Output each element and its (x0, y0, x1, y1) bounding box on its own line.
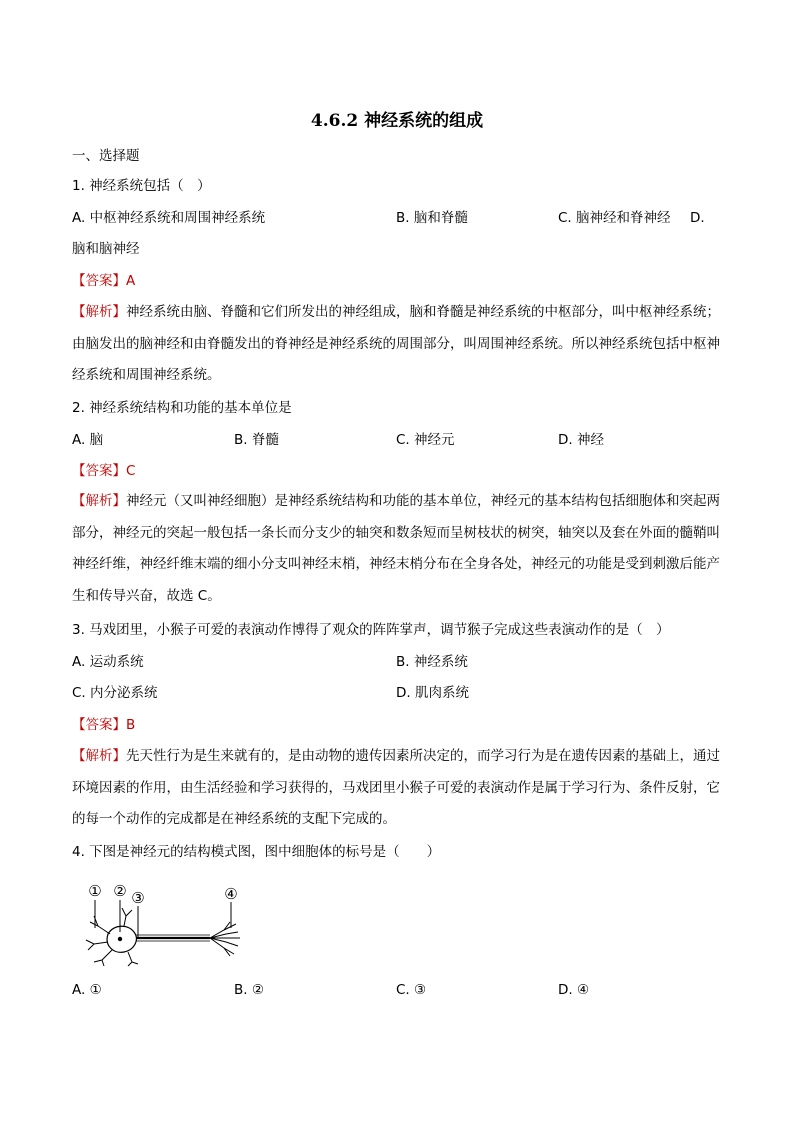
q1-option-c: C. 脑神经和脊神经 (558, 210, 671, 226)
answer-tag: 【答案】 (72, 273, 126, 289)
q4-option-b: B. ② (234, 982, 264, 998)
q2-option-d: D. 神经 (558, 432, 604, 448)
q1-option-d: D. (690, 210, 705, 226)
q3-option-d: D. 肌肉系统 (396, 685, 469, 701)
q1-explanation (72, 297, 720, 392)
question-1-stem: 1. 神经系统包括（ ） (72, 178, 211, 194)
q4-option-d: D. ④ (558, 982, 590, 998)
explanation-tag: 【解析】 (72, 748, 126, 764)
q3-explanation (72, 741, 720, 836)
q2-option-c: C. 神经元 (396, 432, 455, 448)
q1-option-a: A. 中枢神经系统和周围神经系统 (72, 210, 266, 226)
q1-answer (72, 272, 135, 290)
neuron-diagram (80, 876, 250, 972)
page-title: 4.6.2 神经系统的组成 (310, 111, 484, 131)
question-2-stem: 2. 神经系统结构和功能的基本单位是 (72, 400, 292, 416)
q3-option-c: C. 内分泌系统 (72, 685, 158, 701)
answer-value: A (126, 273, 136, 289)
q3-option-b: B. 神经系统 (396, 654, 468, 670)
answer-tag: 【答案】 (72, 463, 126, 479)
q2-option-a: A. 脑 (72, 432, 104, 448)
answer-value: B (126, 717, 136, 733)
figure-label-2: ② (113, 882, 127, 900)
q2-answer (72, 462, 135, 480)
explanation-tag: 【解析】 (72, 304, 126, 320)
explanation-tag: 【解析】 (72, 493, 126, 509)
explanation-text: 神经元（又叫神经细胞）是神经系统结构和功能的基本单位，神经元的基本结构包括细胞体和突起两部分，神经元的突起一般包括一条长而分支少的轴突和数条短而呈树枝状的树突，轴突以及套在外面的髓鞘叫神经纤维，神经纤维末端的细小分支叫神经末梢，神经末梢分布在全身各处，神经元的功能是受到刺激后能产生和传导兴奋，故选 C。 (72, 493, 720, 604)
q4-option-a: A. ① (72, 982, 102, 998)
explanation-text: 神经系统由脑、脊髓和它们所发出的神经组成，脑和脊髓是神经系统的中枢部分，叫中枢神经系统；由脑发出的脑神经和由脊髓发出的脊神经是神经系统的周围部分，叫周围神经系统。所以神经系统包括中枢神经系统和周围神经系统。 (72, 304, 720, 383)
figure-label-3: ③ (131, 889, 145, 907)
question-3-stem: 3. 马戏团里，小猴子可爱的表演动作博得了观众的阵阵掌声，调节猴子完成这些表演动作的是（ ） (72, 622, 670, 638)
answer-tag: 【答案】 (72, 717, 126, 733)
figure-label-4: ④ (224, 885, 238, 903)
q1-option-b: B. 脑和脊髓 (396, 210, 468, 226)
answer-value: C (126, 463, 136, 479)
section-heading: 一、选择题 (72, 148, 140, 164)
explanation-text: 先天性行为是生来就有的，是由动物的遗传因素所决定的，而学习行为是在遗传因素的基础上，通过环境因素的作用，由生活经验和学习获得的，马戏团里小猴子可爱的表演动作是属于学习行为、条件反射，它的每一个动作的完成都是在神经系统的支配下完成的。 (72, 748, 720, 827)
question-4-stem: 4. 下图是神经元的结构模式图，图中细胞体的标号是（ ） (72, 844, 441, 860)
q2-option-b: B. 脊髓 (234, 432, 279, 448)
q4-option-c: C. ③ (396, 982, 427, 998)
figure-label-1: ① (88, 882, 102, 900)
q3-answer (72, 716, 135, 734)
q1-option-d-text: 脑和脑神经 (72, 241, 140, 257)
q2-explanation (72, 486, 720, 612)
q3-option-a: A. 运动系统 (72, 654, 144, 670)
